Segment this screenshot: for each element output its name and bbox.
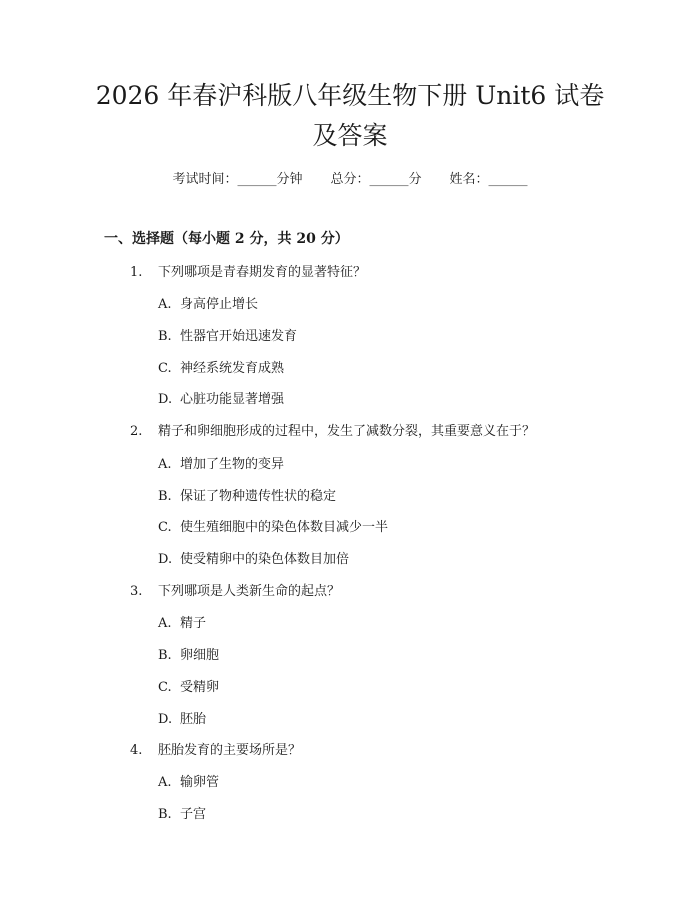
exam-title-line-2: 及答案 (312, 121, 388, 150)
student-name-field: 姓名：______ (449, 172, 528, 187)
q2-option-a (158, 453, 284, 472)
total-score-field: 总分：______分 (330, 172, 422, 187)
section-heading-multiple-choice: 一、选择题（每小题 2 分，共 20 分） (104, 231, 349, 247)
option-text: 增加了生物的变异 (180, 457, 285, 472)
question-number: 4. (130, 743, 143, 758)
option-letter: D. (158, 712, 173, 727)
option-text: 保证了物种遗传性状的稳定 (180, 489, 337, 504)
option-letter: A. (158, 616, 172, 631)
option-letter: B. (158, 807, 172, 822)
option-letter: A. (158, 775, 172, 790)
exam-title-line-1: 2026 年春沪科版八年级生物下册 Unit6 试卷 (95, 81, 605, 110)
q1-option-d (158, 388, 284, 407)
q3-option-d (158, 708, 206, 727)
question-number: 2. (130, 424, 143, 439)
q3-option-c (158, 676, 219, 695)
option-text: 卵细胞 (180, 648, 220, 663)
question-1 (130, 261, 366, 280)
exam-title (60, 76, 640, 156)
q3-option-b (158, 644, 219, 663)
q2-option-c (158, 516, 388, 535)
option-text: 性器官开始迅速发育 (180, 329, 298, 344)
q1-option-c (158, 357, 284, 376)
option-text: 精子 (180, 616, 207, 631)
question-text: 下列哪项是青春期发育的显著特征？ (158, 265, 367, 280)
exam-time-field: 考试时间：______分钟 (172, 172, 303, 187)
question-4 (130, 739, 301, 758)
question-text: 下列哪项是人类新生命的起点？ (158, 584, 341, 599)
option-letter: A. (158, 297, 172, 312)
question-number: 3. (130, 584, 143, 599)
q2-option-d (158, 548, 349, 567)
question-number: 1. (130, 265, 143, 280)
option-text: 使受精卵中的染色体数目加倍 (180, 552, 350, 567)
option-text: 心脏功能显著增强 (180, 392, 285, 407)
option-letter: B. (158, 489, 172, 504)
option-letter: B. (158, 329, 172, 344)
option-letter: D. (158, 392, 173, 407)
question-text: 精子和卵细胞形成的过程中，发生了减数分裂，其重要意义在于？ (158, 424, 536, 439)
option-text: 胚胎 (180, 712, 207, 727)
option-text: 子宫 (180, 807, 207, 822)
option-text: 受精卵 (180, 680, 220, 695)
option-letter: D. (158, 552, 173, 567)
option-text: 输卵管 (180, 775, 220, 790)
question-3 (130, 580, 340, 599)
option-letter: C. (158, 361, 172, 376)
option-text: 神经系统发育成熟 (180, 361, 285, 376)
q4-option-b (158, 803, 206, 822)
q1-option-a (158, 293, 258, 312)
question-2 (130, 420, 535, 439)
q3-option-a (158, 612, 206, 631)
exam-meta-row (0, 168, 700, 187)
q1-option-b (158, 325, 297, 344)
option-text: 身高停止增长 (180, 297, 259, 312)
option-letter: C. (158, 680, 172, 695)
option-letter: B. (158, 648, 172, 663)
option-letter: C. (158, 520, 172, 535)
option-letter: A. (158, 457, 172, 472)
q4-option-a (158, 771, 219, 790)
question-text: 胚胎发育的主要场所是？ (158, 743, 302, 758)
q2-option-b (158, 485, 336, 504)
option-text: 使生殖细胞中的染色体数目减少一半 (180, 520, 389, 535)
